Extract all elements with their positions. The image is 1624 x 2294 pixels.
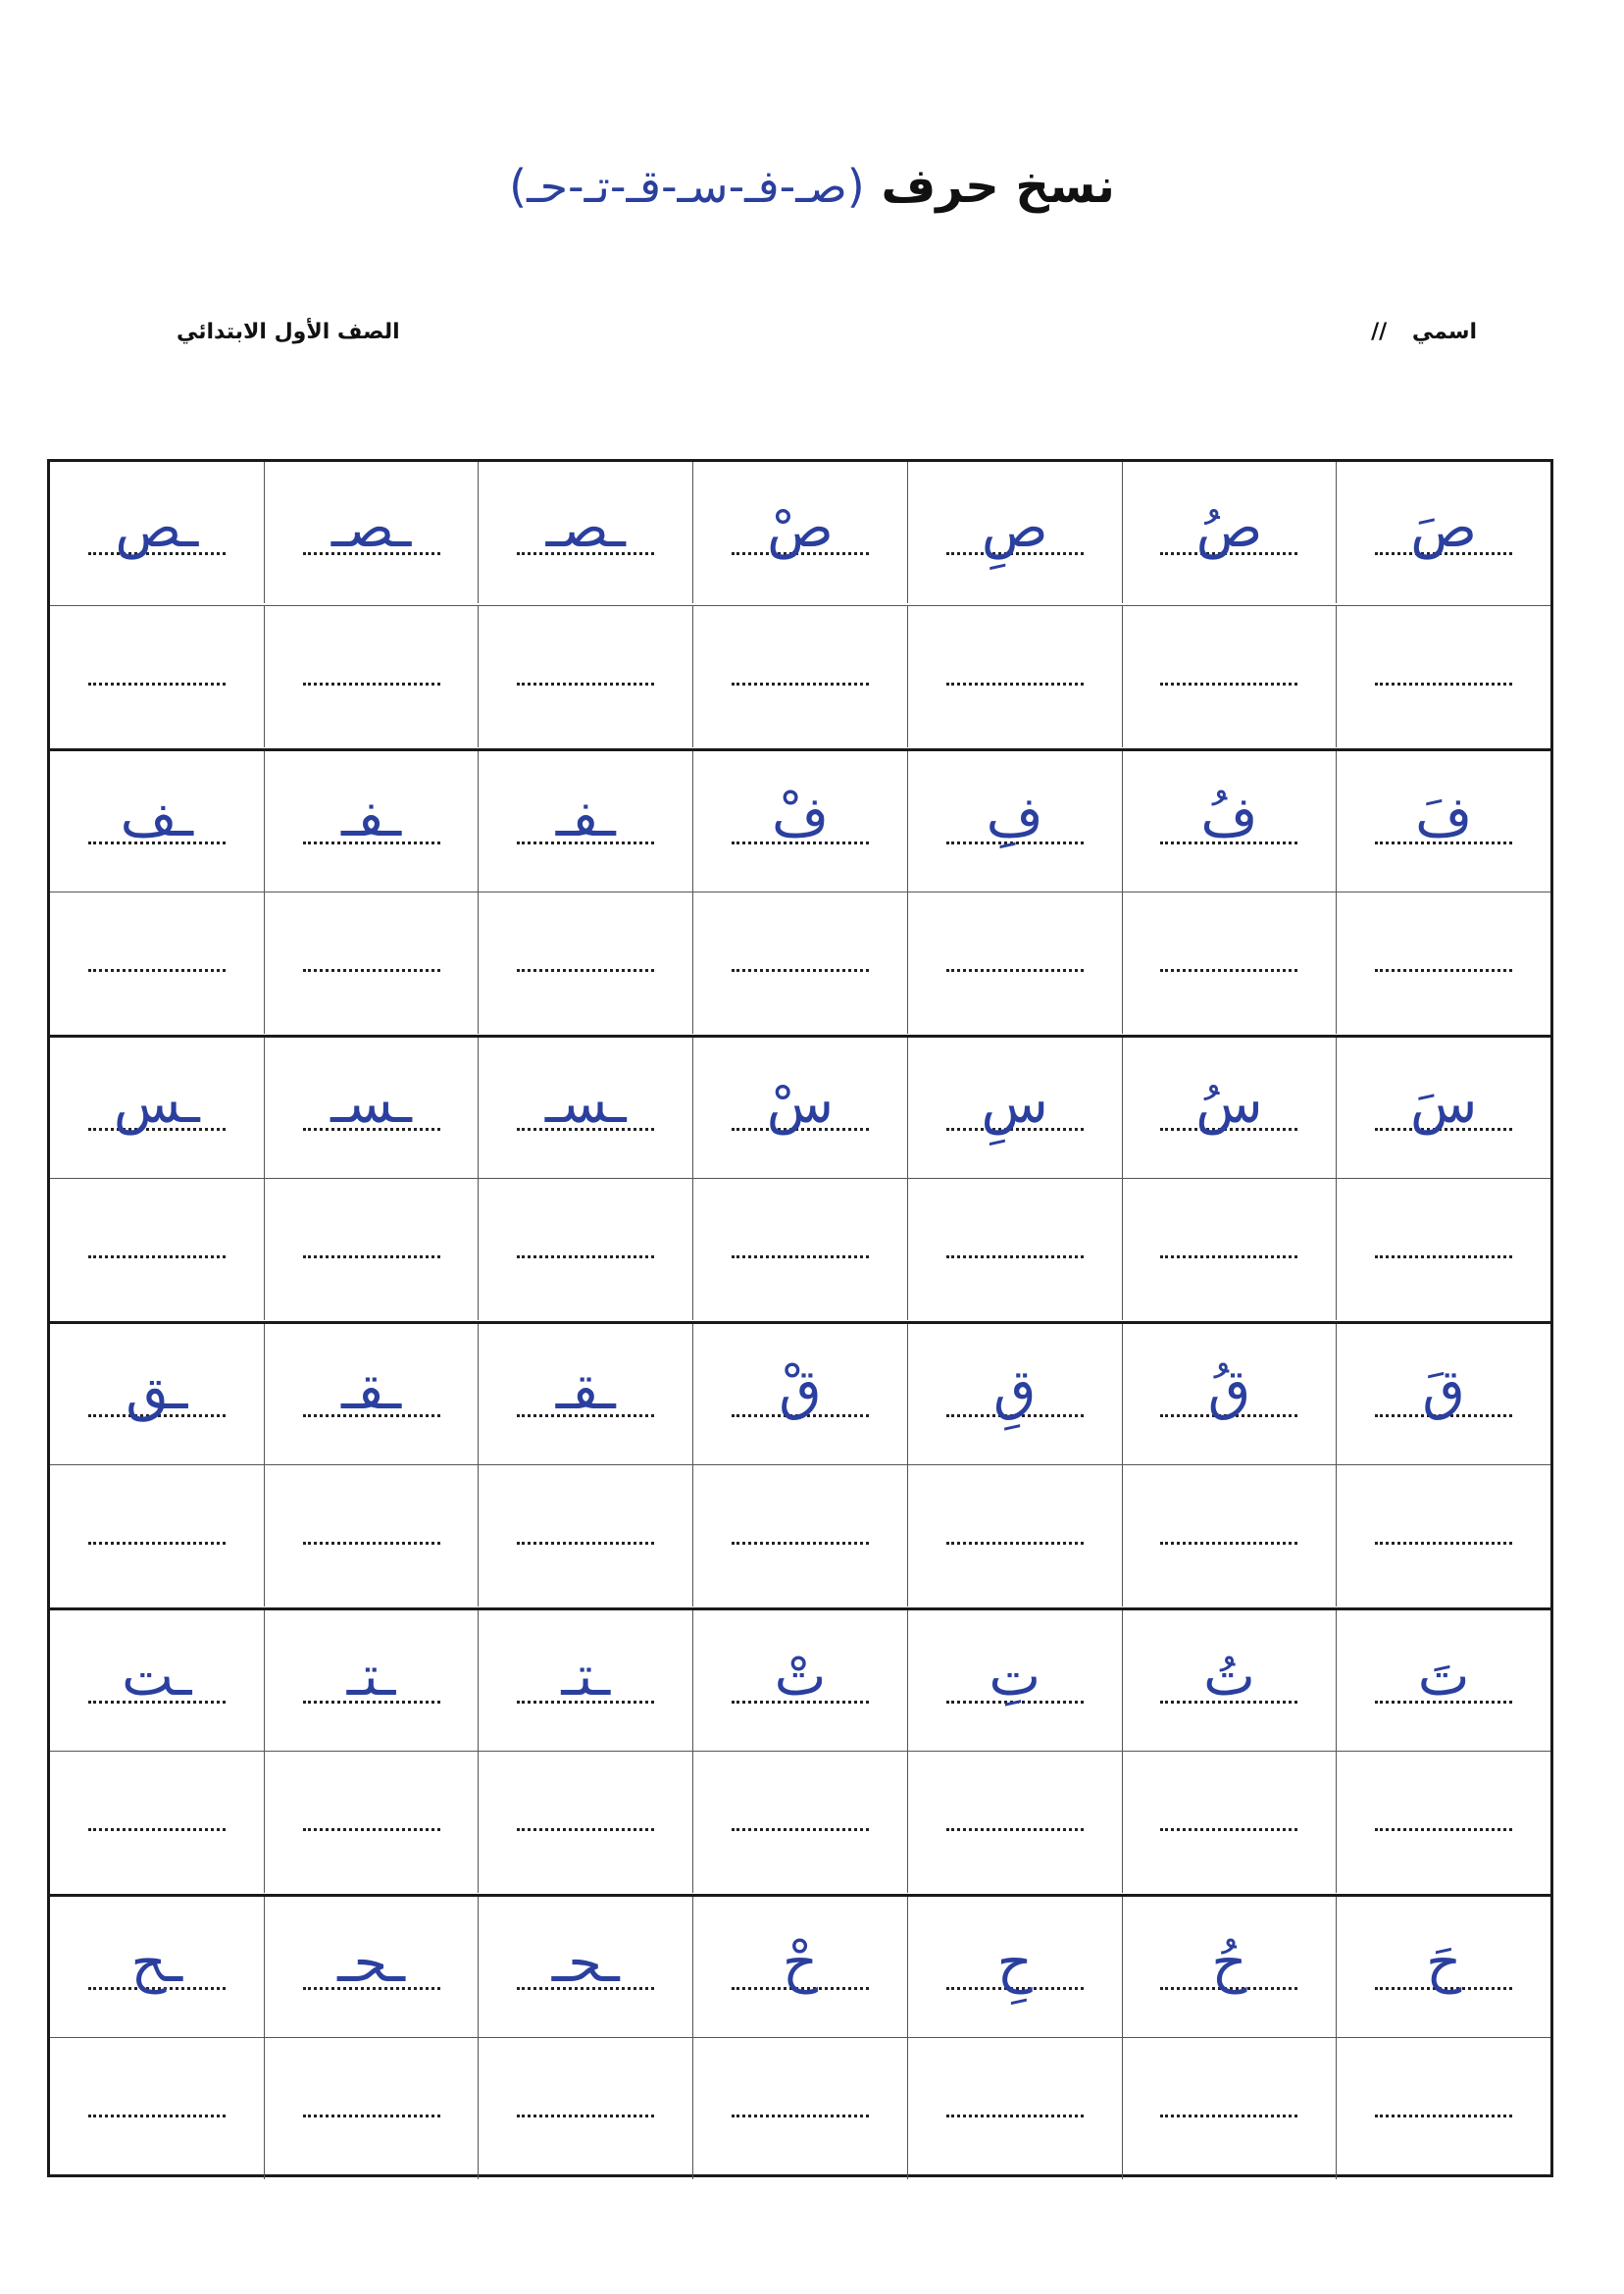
model-cell bbox=[1336, 1324, 1550, 1465]
name-label-text: اسمي bbox=[1411, 320, 1477, 344]
model-cell bbox=[1336, 751, 1550, 892]
practice-cell[interactable] bbox=[264, 606, 479, 747]
dotted-line bbox=[732, 683, 869, 686]
practice-cell[interactable] bbox=[1336, 606, 1550, 747]
practice-cell[interactable] bbox=[1122, 1752, 1337, 1893]
model-cell bbox=[478, 1324, 692, 1465]
letter-form: ـصـ bbox=[330, 496, 412, 560]
dotted-line bbox=[946, 1542, 1084, 1545]
model-cell bbox=[264, 462, 479, 603]
letter-form: حْ bbox=[782, 1931, 819, 1995]
model-row bbox=[50, 462, 1550, 603]
model-cell bbox=[50, 1897, 264, 2038]
dotted-line bbox=[1160, 969, 1297, 972]
model-cell bbox=[1336, 1897, 1550, 2038]
letter-form: تْ bbox=[774, 1645, 827, 1708]
practice-cell[interactable] bbox=[1336, 1465, 1550, 1606]
letter-form: ـحـ bbox=[337, 1931, 406, 1995]
practice-cell[interactable] bbox=[50, 606, 264, 747]
practice-cell[interactable] bbox=[50, 1179, 264, 1320]
practice-cell[interactable] bbox=[907, 2038, 1122, 2179]
dotted-line bbox=[88, 1542, 226, 1545]
practice-row bbox=[50, 1178, 1550, 1320]
model-cell bbox=[264, 1324, 479, 1465]
model-cell bbox=[1336, 1610, 1550, 1752]
model-cell bbox=[1122, 1897, 1337, 2038]
practice-cell[interactable] bbox=[907, 1179, 1122, 1320]
model-cell bbox=[478, 462, 692, 603]
dotted-line bbox=[88, 969, 226, 972]
dotted-line bbox=[1375, 683, 1512, 686]
name-slashes: // bbox=[1371, 320, 1388, 344]
dotted-line bbox=[732, 2115, 869, 2117]
letter-form: ـق bbox=[126, 1358, 188, 1422]
model-cell bbox=[692, 1897, 907, 2038]
letter-form: فُ bbox=[1200, 786, 1258, 849]
practice-row bbox=[50, 1751, 1550, 1893]
model-cell bbox=[264, 1038, 479, 1179]
letter-form: قَ bbox=[1422, 1358, 1465, 1422]
practice-cell[interactable] bbox=[907, 606, 1122, 747]
letter-form: قُ bbox=[1207, 1358, 1251, 1422]
letter-form: ـص bbox=[115, 496, 199, 560]
letter-form: سْ bbox=[766, 1072, 835, 1136]
practice-cell[interactable] bbox=[478, 606, 692, 747]
letter-form: سُ bbox=[1195, 1072, 1263, 1136]
letter-form: ـح bbox=[130, 1931, 183, 1995]
practice-cell[interactable] bbox=[264, 1465, 479, 1606]
letter-form: حَ bbox=[1426, 1931, 1462, 1995]
letter-form: تُ bbox=[1203, 1645, 1255, 1708]
practice-cell[interactable] bbox=[1336, 2038, 1550, 2179]
model-cell bbox=[50, 1038, 264, 1179]
practice-row bbox=[50, 892, 1550, 1034]
practice-cell[interactable] bbox=[907, 1752, 1122, 1893]
letter-form: صْ bbox=[767, 496, 834, 560]
model-cell bbox=[264, 751, 479, 892]
dotted-line bbox=[732, 1542, 869, 1545]
dotted-line bbox=[946, 1255, 1084, 1258]
practice-cell[interactable] bbox=[264, 1179, 479, 1320]
practice-row bbox=[50, 1464, 1550, 1606]
letter-form: ـحـ bbox=[551, 1931, 620, 1995]
dotted-line bbox=[732, 1255, 869, 1258]
practice-cell[interactable] bbox=[478, 1465, 692, 1606]
model-cell bbox=[50, 462, 264, 603]
dotted-line bbox=[1160, 683, 1297, 686]
model-cell bbox=[478, 1038, 692, 1179]
dotted-line bbox=[303, 969, 440, 972]
letter-form: ـصـ bbox=[545, 496, 626, 560]
model-row bbox=[50, 1035, 1550, 1179]
practice-cell[interactable] bbox=[264, 892, 479, 1034]
dotted-line bbox=[1160, 1828, 1297, 1831]
practice-cell[interactable] bbox=[692, 606, 907, 747]
practice-cell[interactable] bbox=[692, 1465, 907, 1606]
model-cell bbox=[50, 1324, 264, 1465]
practice-cell[interactable] bbox=[692, 1752, 907, 1893]
dotted-line bbox=[303, 683, 440, 686]
letter-form: تِ bbox=[989, 1645, 1041, 1708]
model-cell bbox=[1336, 462, 1550, 603]
dotted-line bbox=[303, 2115, 440, 2117]
dotted-line bbox=[946, 969, 1084, 972]
practice-cell[interactable] bbox=[478, 2038, 692, 2179]
model-row bbox=[50, 748, 1550, 892]
dotted-line bbox=[517, 969, 654, 972]
practice-cell[interactable] bbox=[478, 892, 692, 1034]
dotted-line bbox=[88, 2115, 226, 2117]
model-cell bbox=[692, 462, 907, 603]
practice-cell[interactable] bbox=[50, 1465, 264, 1606]
practice-cell[interactable] bbox=[907, 892, 1122, 1034]
model-row bbox=[50, 1894, 1550, 2038]
practice-row bbox=[50, 605, 1550, 747]
letter-form: ـف bbox=[120, 786, 194, 849]
model-cell bbox=[907, 751, 1122, 892]
letter-form: ـفـ bbox=[340, 786, 402, 849]
model-cell bbox=[264, 1897, 479, 2038]
practice-cell[interactable] bbox=[1122, 1465, 1337, 1606]
practice-cell[interactable] bbox=[1336, 892, 1550, 1034]
dotted-line bbox=[88, 683, 226, 686]
letter-form: ـقـ bbox=[555, 1358, 616, 1422]
practice-cell[interactable] bbox=[478, 1752, 692, 1893]
dotted-line bbox=[517, 1542, 654, 1545]
practice-cell[interactable] bbox=[478, 1179, 692, 1320]
practice-cell[interactable] bbox=[907, 1465, 1122, 1606]
letter-form: حِ bbox=[996, 1931, 1033, 1995]
practice-grid bbox=[47, 459, 1553, 2177]
practice-cell[interactable] bbox=[264, 1752, 479, 1893]
title-text: نسخ حرف bbox=[881, 159, 1115, 214]
practice-cell[interactable] bbox=[692, 892, 907, 1034]
model-cell bbox=[907, 1324, 1122, 1465]
letter-form: سِ bbox=[981, 1072, 1048, 1136]
letter-form: ـتـ bbox=[561, 1645, 611, 1708]
letter-form: ـقـ bbox=[340, 1358, 402, 1422]
model-cell bbox=[1122, 1038, 1337, 1179]
letter-form: فْ bbox=[771, 786, 830, 849]
dotted-line bbox=[732, 1828, 869, 1831]
practice-cell[interactable] bbox=[1122, 2038, 1337, 2179]
model-cell bbox=[1122, 751, 1337, 892]
dotted-line bbox=[303, 1828, 440, 1831]
practice-cell[interactable] bbox=[264, 2038, 479, 2179]
letter-form: صِ bbox=[981, 496, 1048, 560]
practice-cell[interactable] bbox=[50, 2038, 264, 2179]
dotted-line bbox=[88, 1255, 226, 1258]
dotted-line bbox=[517, 2115, 654, 2117]
practice-cell[interactable] bbox=[692, 1179, 907, 1320]
letter-form: فَ bbox=[1415, 786, 1473, 849]
dotted-line bbox=[1160, 1255, 1297, 1258]
model-cell bbox=[478, 751, 692, 892]
letter-form: فِ bbox=[986, 786, 1043, 849]
dotted-line bbox=[303, 1542, 440, 1545]
model-row bbox=[50, 1607, 1550, 1752]
model-cell bbox=[1336, 1038, 1550, 1179]
dotted-line bbox=[303, 1255, 440, 1258]
letter-form: ـفـ bbox=[555, 786, 616, 849]
letter-form: صُ bbox=[1195, 496, 1263, 560]
model-cell bbox=[907, 1897, 1122, 2038]
practice-cell[interactable] bbox=[1122, 1179, 1337, 1320]
letter-form: ـسـ bbox=[544, 1072, 627, 1136]
practice-cell[interactable] bbox=[50, 1752, 264, 1893]
page-title bbox=[0, 147, 1624, 226]
dotted-line bbox=[88, 1828, 226, 1831]
model-cell bbox=[1122, 1324, 1337, 1465]
model-cell bbox=[264, 1610, 479, 1752]
dotted-line bbox=[1160, 1542, 1297, 1545]
practice-row bbox=[50, 2037, 1550, 2179]
model-cell bbox=[907, 1038, 1122, 1179]
dotted-line bbox=[1375, 2115, 1512, 2117]
model-cell bbox=[1122, 1610, 1337, 1752]
dotted-line bbox=[517, 1828, 654, 1831]
title-letters: (صـ-فـ-سـ-قـ-تـ-حـ) bbox=[509, 160, 865, 213]
dotted-line bbox=[1375, 969, 1512, 972]
dotted-line bbox=[1160, 2115, 1297, 2117]
practice-cell[interactable] bbox=[1336, 1752, 1550, 1893]
model-cell bbox=[478, 1610, 692, 1752]
model-cell bbox=[692, 1038, 907, 1179]
dotted-line bbox=[946, 683, 1084, 686]
letter-form: ـسـ bbox=[330, 1072, 412, 1136]
model-cell bbox=[692, 751, 907, 892]
practice-cell[interactable] bbox=[692, 2038, 907, 2179]
grade-label: الصف الأول الابتدائي bbox=[177, 320, 400, 344]
letter-form: قْ bbox=[779, 1358, 822, 1422]
dotted-line bbox=[517, 1255, 654, 1258]
model-cell bbox=[907, 462, 1122, 603]
practice-cell[interactable] bbox=[1122, 606, 1337, 747]
letter-form: ـس bbox=[113, 1072, 200, 1136]
model-cell bbox=[478, 1897, 692, 2038]
model-cell bbox=[907, 1610, 1122, 1752]
model-cell bbox=[692, 1610, 907, 1752]
model-cell bbox=[692, 1324, 907, 1465]
practice-cell[interactable] bbox=[50, 892, 264, 1034]
dotted-line bbox=[1375, 1542, 1512, 1545]
practice-cell[interactable] bbox=[1336, 1179, 1550, 1320]
letter-form: صَ bbox=[1410, 496, 1477, 560]
model-row bbox=[50, 1321, 1550, 1465]
model-cell bbox=[1122, 462, 1337, 603]
letter-form: ـتـ bbox=[346, 1645, 396, 1708]
dotted-line bbox=[732, 969, 869, 972]
dotted-line bbox=[1375, 1828, 1512, 1831]
model-cell bbox=[50, 751, 264, 892]
student-name-label bbox=[1371, 320, 1477, 344]
letter-form: حُ bbox=[1211, 1931, 1247, 1995]
dotted-line bbox=[946, 2115, 1084, 2117]
model-cell bbox=[50, 1610, 264, 1752]
dotted-line bbox=[517, 683, 654, 686]
letter-form: سَ bbox=[1409, 1072, 1478, 1136]
dotted-line bbox=[1375, 1255, 1512, 1258]
dotted-line bbox=[946, 1828, 1084, 1831]
letter-form: ـت bbox=[122, 1645, 192, 1708]
practice-cell[interactable] bbox=[1122, 892, 1337, 1034]
letter-form: قِ bbox=[992, 1358, 1037, 1422]
letter-form: تَ bbox=[1417, 1645, 1470, 1708]
